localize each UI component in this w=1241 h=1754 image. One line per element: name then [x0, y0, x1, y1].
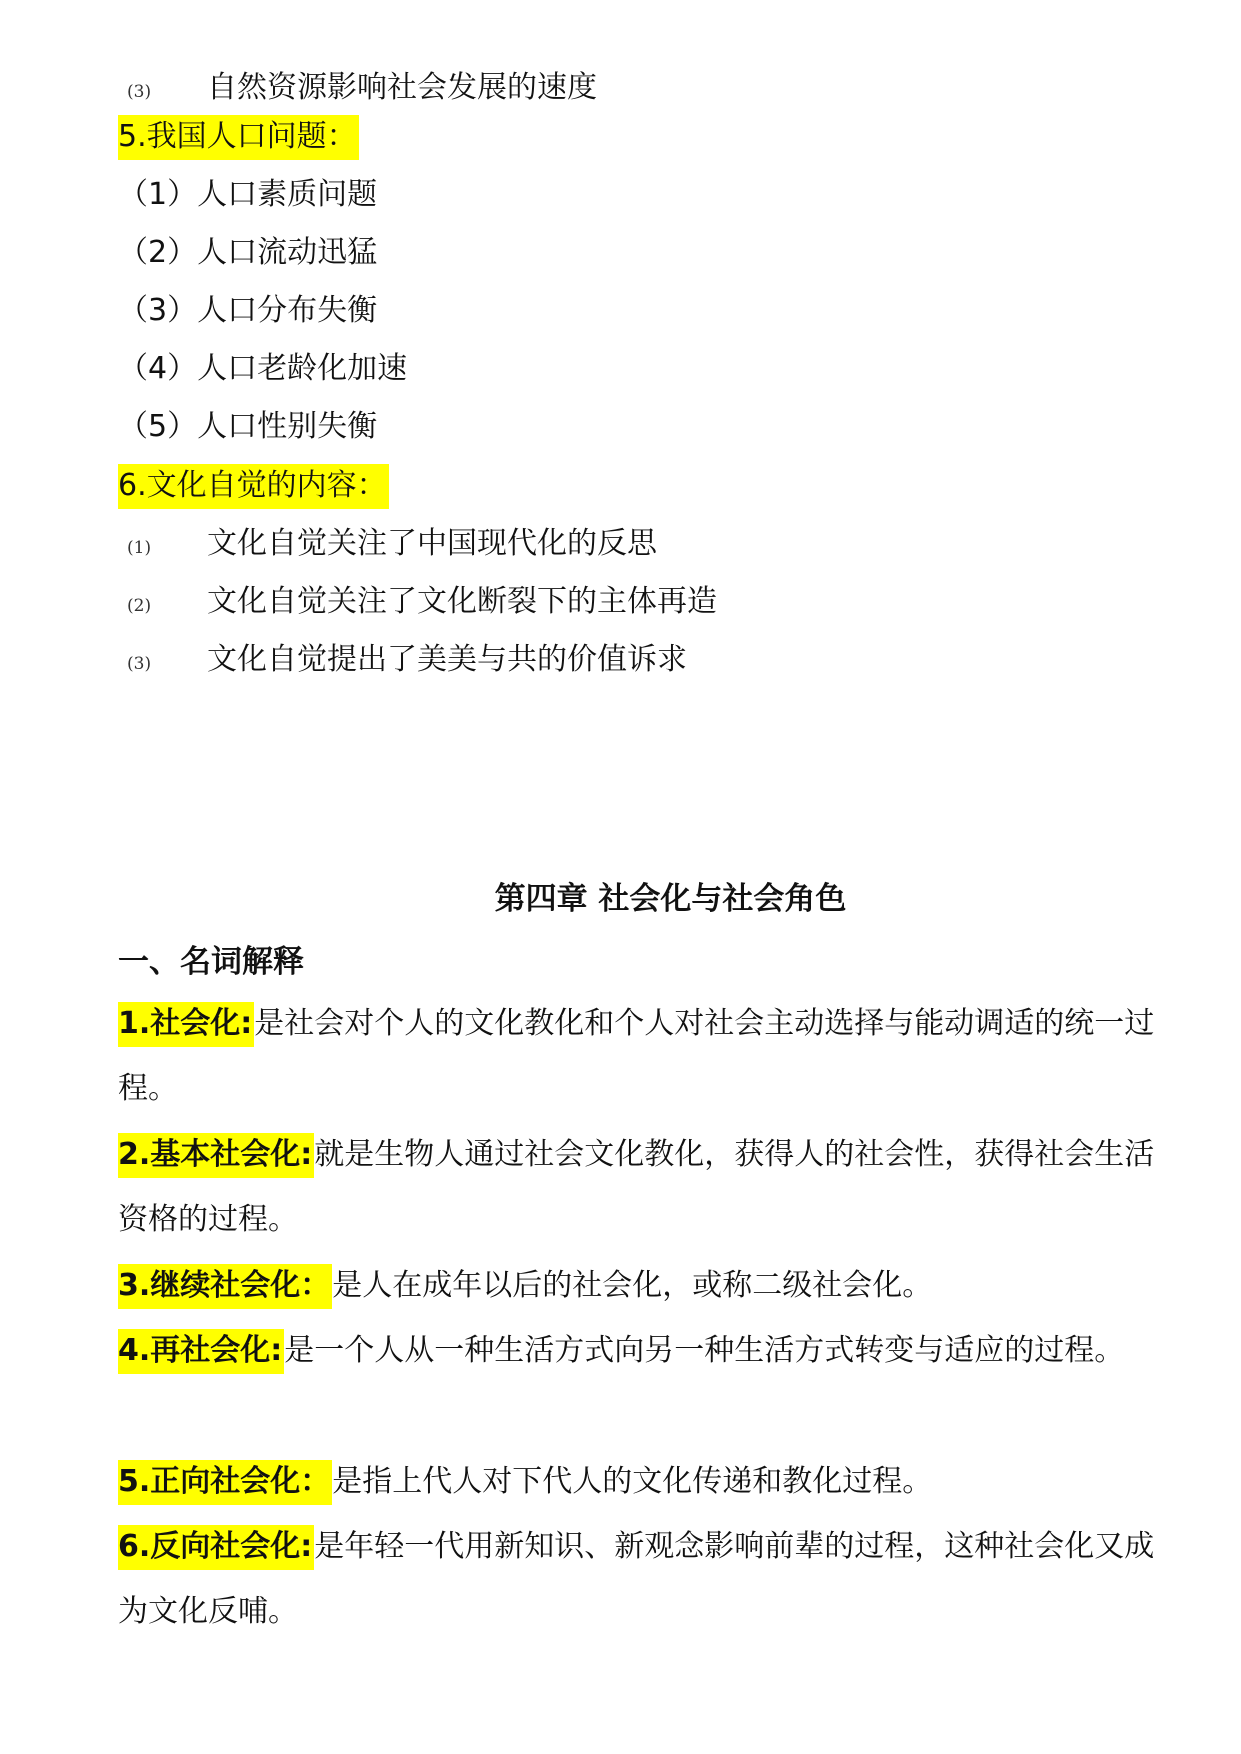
list-item: （5）人口性别失衡: [118, 409, 378, 444]
term-definition: [118, 1318, 1163, 1383]
item-text: 文化自觉关注了文化断裂下的主体再造: [207, 584, 717, 619]
part-heading: 一、名词解释: [118, 944, 304, 980]
item-text: 自然资源影响社会发展的速度: [207, 70, 597, 105]
term-label: 3.继续社会化：: [118, 1264, 332, 1309]
term-text: 是一个人从一种生活方式向另一种生活方式转变与适应的过程。: [284, 1333, 1125, 1368]
highlighted-heading: 5.我国人口问题：: [118, 115, 359, 160]
item-text: 文化自觉关注了中国现代化的反思: [207, 526, 657, 561]
term-definition: [118, 1449, 1163, 1514]
term-text: 是年轻一代用新知识、新观念影响前辈的过程，这种社会化又成为文化反哺。: [118, 1529, 1155, 1629]
item-number: (3): [127, 82, 152, 102]
term-definition: [118, 1122, 1163, 1252]
list-item: （3）人口分布失衡: [118, 293, 378, 328]
term-text: 就是生物人通过社会文化教化，获得人的社会性，获得社会生活资格的过程。: [118, 1137, 1155, 1237]
item-number: (3): [127, 654, 152, 674]
list-item: （4）人口老龄化加速: [118, 351, 408, 386]
term-label: 4.再社会化:: [118, 1329, 284, 1374]
term-text: 是人在成年以后的社会化，或称二级社会化。: [332, 1268, 933, 1303]
item-number: (2): [127, 596, 152, 616]
term-definition: [118, 1253, 1163, 1318]
term-definition: [118, 991, 1163, 1121]
list-item: （2）人口流动迅猛: [118, 235, 378, 270]
item-text: 文化自觉提出了美美与共的价值诉求: [207, 642, 687, 677]
list-item: （1）人口素质问题: [118, 177, 378, 212]
chapter-title-text: 第四章 社会化与社会角色: [494, 881, 847, 917]
term-label: 1.社会化:: [118, 1002, 254, 1047]
term-text: 是指上代人对下代人的文化传递和教化过程。: [332, 1464, 933, 1499]
term-definition: [118, 1514, 1163, 1644]
term-label: 5.正向社会化：: [118, 1460, 332, 1505]
highlighted-heading: 6.文化自觉的内容：: [118, 464, 389, 509]
item-number: (1): [127, 538, 152, 558]
chapter-title: [0, 879, 1241, 919]
section-heading: [118, 117, 359, 157]
section-heading: [118, 466, 389, 506]
term-label: 2.基本社会化:: [118, 1133, 314, 1178]
term-label: 6.反向社会化:: [118, 1525, 314, 1570]
term-text: 是社会对个人的文化教化和个人对社会主动选择与能动调适的统一过程。: [118, 1006, 1155, 1106]
